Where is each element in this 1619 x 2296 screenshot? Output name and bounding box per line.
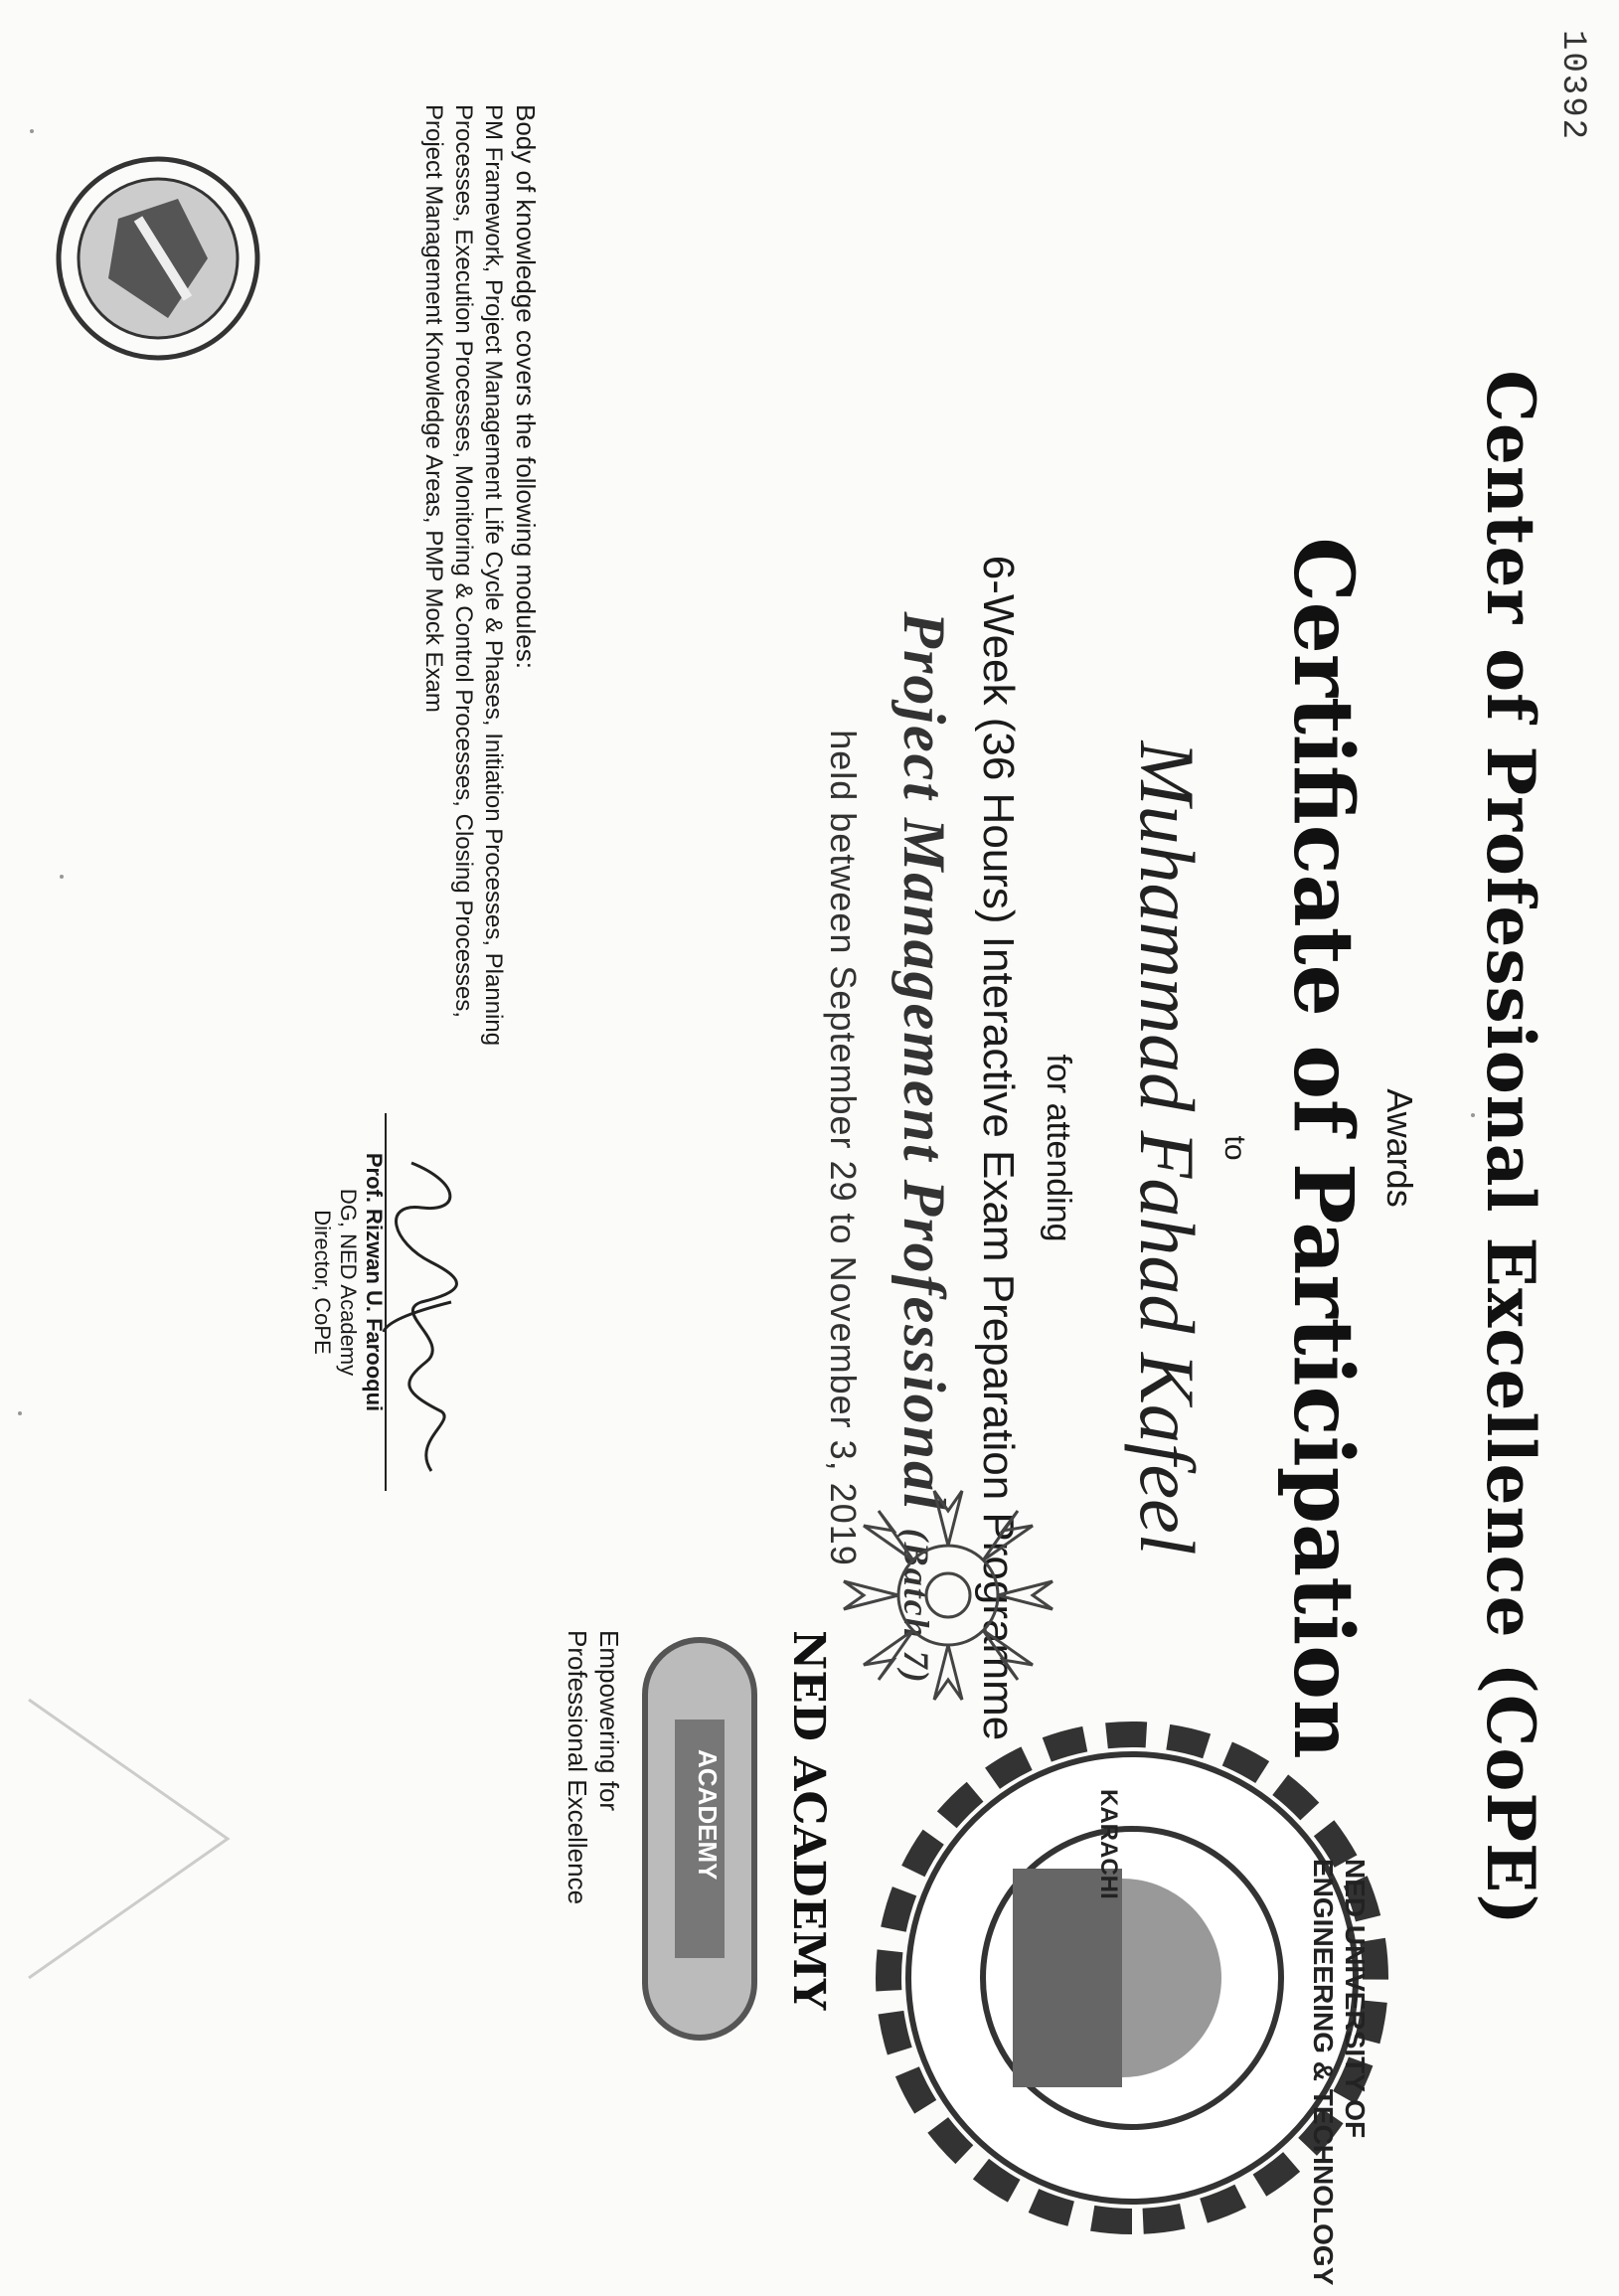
batch-label: (Batch 7) (896, 1528, 936, 1685)
to-label: to (1218, 1135, 1251, 1161)
signatory-block (309, 1133, 387, 1431)
cope-seal-icon (49, 149, 267, 368)
ned-academy-title: NED ACADEMY (783, 1630, 834, 2011)
body-of-knowledge-heading: Body of knowledge covers the following modules: (511, 104, 541, 669)
seal-city: KARACHI (1095, 1789, 1122, 1899)
programme-dates: held between September 29 to November 3, 2019 (823, 730, 864, 1566)
chevron-ornament-icon (19, 1690, 247, 1988)
signatory-name: Prof. Rizwan U. Farooqui (362, 1152, 387, 1412)
body-of-knowledge-text: PM Framework, Project Management Life Cycle & Phases, Initiation Processes, Planning Processes, Execution Processes, Monitoring & Control Processes, Closing Processes, Project Management Knowledge Areas, PMP Mock Exam (420, 104, 507, 1047)
seal-text: NED UNIVERSITY OF ENGINEERING & TECHNOLOGY (1308, 1859, 1371, 2286)
serial-number: 10392 (1553, 30, 1591, 142)
signatory-role-director: Director, CoPE (310, 1210, 335, 1355)
organization-title: Center of Professional Excellence (CoPE) (1472, 370, 1549, 1926)
certificate-title: Certificate of Participation (1275, 537, 1371, 1759)
signatory-role-dg: DG, NED Academy (336, 1188, 361, 1377)
recipient-name: Muhammad Fahad Kafeel (1124, 740, 1211, 1556)
signature-image (382, 1153, 471, 1491)
flower-ornament-icon (834, 1481, 1062, 1710)
for-attending-label: for attending (1040, 1054, 1077, 1242)
ned-tagline-line1: Empowering for (594, 1630, 624, 1812)
awards-label: Awards (1379, 1088, 1420, 1208)
ned-tagline-line2: Professional Excellence (563, 1630, 592, 1905)
course-name: Project Management Professional (891, 611, 957, 1512)
ned-academy-badge: ACADEMY (693, 1749, 723, 1881)
programme-description: 6-Week (36 Hours) Interactive Exam Preparation Programme (974, 555, 1023, 1741)
ned-academy-tagline (562, 1630, 625, 1904)
